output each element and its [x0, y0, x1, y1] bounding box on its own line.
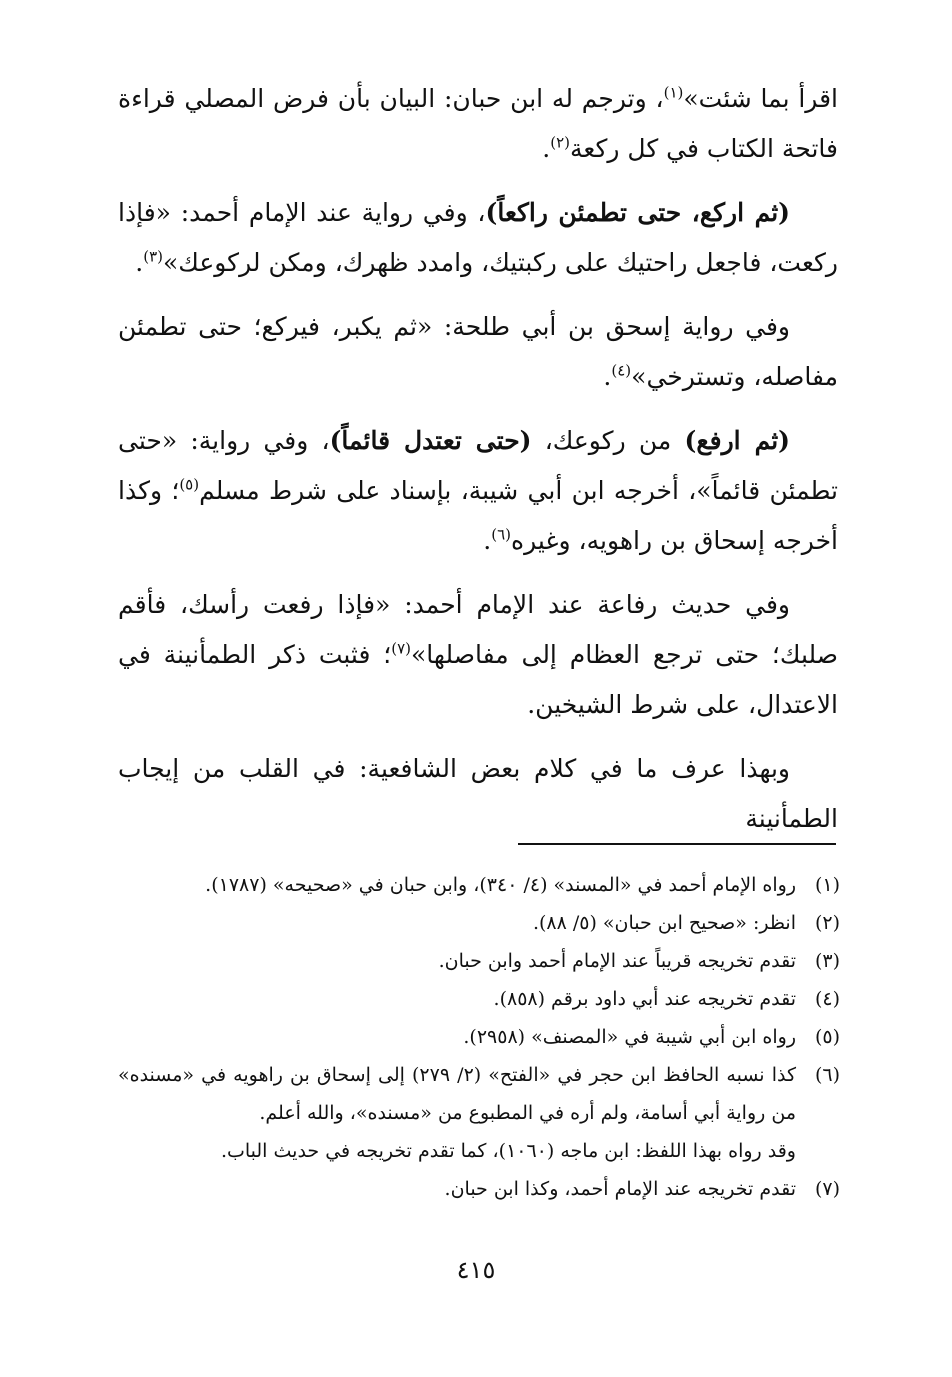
footnote-number: (٢) — [814, 912, 840, 934]
bold-phrase: (ثم اركع، حتى تطمئن راكعاً) — [485, 198, 790, 227]
footnote-1 — [118, 866, 840, 904]
bold-phrase: (ثم ارفع) — [684, 426, 790, 455]
footnote-number: (٧) — [814, 1178, 840, 1200]
footnote-number: (٣) — [814, 950, 840, 972]
text-run: ؛ فثبت ذكر الطمأنينة في الاعتدال، على شرط الشيخين. — [118, 640, 838, 719]
text-run: . — [542, 134, 551, 163]
bold-phrase: (حتى تعتدل قائماً) — [329, 426, 532, 455]
footnote-6 — [118, 1056, 840, 1170]
footnote-text — [118, 980, 796, 1018]
footnote-number: (١) — [814, 874, 840, 896]
footnote-text — [118, 1018, 796, 1056]
paragraph-6 — [118, 744, 838, 844]
footnote-3 — [118, 942, 840, 980]
footnotes — [118, 866, 840, 1208]
footnote-separator — [518, 843, 836, 845]
text-run: وفي رواية إسحق بن أبي طلحة: «ثم يكبر، فيركع؛ حتى تطمئن مفاصله، وتسترخي» — [118, 312, 838, 391]
paragraph-3 — [118, 302, 838, 402]
main-text — [118, 74, 838, 858]
footnote-2 — [118, 904, 840, 942]
paragraph-4 — [118, 416, 838, 566]
footnote-ref-6[interactable]: (٦) — [491, 525, 511, 544]
page-number: ٤١٥ — [456, 1256, 496, 1284]
text-run: . — [483, 526, 492, 555]
footnote-5 — [118, 1018, 840, 1056]
text-run: اقرأ بما شئت» — [683, 84, 838, 113]
text-run: وفي حديث رفاعة عند الإمام أحمد: «فإذا رفعت رأسك، فأقم صلبك؛ حتى ترجع العظام إلى مفاصلها» — [118, 590, 839, 669]
footnote-ref-7[interactable]: (٧) — [391, 639, 412, 658]
footnote-line: تقدم تخريجه عند الإمام أحمد، وكذا ابن حبان. — [444, 1178, 796, 1200]
text-run: ؛ وكذا أخرجه إسحاق بن راهويه، وغيره — [118, 476, 838, 555]
footnote-line: رواه الإمام أحمد في «المسند» (٤/ ٣٤٠)، وابن حبان في «صحيحه» (١٧٨٧). — [205, 874, 796, 896]
text-run: . — [603, 362, 612, 391]
footnote-text — [118, 942, 796, 980]
footnote-line: كذا نسبه الحافظ ابن حجر في «الفتح» (٢/ ٢٧٩) إلى إسحاق بن راهويه في «مسنده» من رواية أبي أسامة، ولم أره في المطبوع من «مسنده»، والله أعلم. — [118, 1064, 796, 1124]
text-run: من ركوعك، — [531, 426, 685, 455]
footnote-text — [118, 1170, 796, 1208]
footnote-number: (٤) — [814, 988, 840, 1010]
footnote-line: انظر: «صحيح ابن حبان» (٥/ ٨٨). — [532, 912, 796, 934]
footnote-text — [118, 904, 796, 942]
footnote-ref-5[interactable]: (٥) — [179, 475, 200, 494]
footnote-text — [118, 866, 796, 904]
text-run: . — [135, 248, 144, 277]
text-run: وبهذا عرف ما في كلام بعض الشافعية: في القلب من إيجاب الطمأنينة — [118, 754, 838, 833]
footnote-7 — [118, 1170, 840, 1208]
footnote-line: تقدم تخريجه عند أبي داود برقم (٨٥٨). — [493, 988, 796, 1010]
footnote-4 — [118, 980, 840, 1018]
footnote-ref-4[interactable]: (٤) — [611, 361, 632, 380]
footnote-ref-1[interactable]: (١) — [663, 83, 684, 102]
footnote-number: (٦) — [814, 1064, 840, 1086]
footnote-line: وقد رواه بهذا اللفظ: ابن ماجه (١٠٦٠)، كما تقدم تخريجه في حديث الباب. — [220, 1140, 796, 1162]
footnote-line: رواه ابن أبي شيبة في «المصنف» (٢٩٥٨). — [463, 1026, 796, 1048]
footnote-ref-2[interactable]: (٢) — [550, 133, 571, 152]
text-run: ، وفي رواية: «حتى تطمئن قائماً»، أخرجه ابن أبي شيبة، بإسناد على شرط مسلم — [118, 426, 838, 505]
footnote-text — [118, 1056, 796, 1170]
text-run: ، وترجم له ابن حبان: البيان بأن فرض المصلي قراءة فاتحة الكتاب في كل ركعة — [118, 84, 838, 163]
paragraph-2 — [118, 188, 838, 288]
footnote-ref-3[interactable]: (٣) — [143, 247, 163, 266]
paragraph-5 — [118, 580, 838, 730]
paragraph-1 — [118, 74, 838, 174]
text-run: ، وفي رواية عند الإمام أحمد: «فإذا ركعت، فاجعل راحتيك على ركبتيك، وامدد ظهرك، ومكن لركوعك» — [118, 198, 838, 277]
footnote-line: تقدم تخريجه قريباً عند الإمام أحمد وابن حبان. — [438, 950, 796, 972]
footnote-number: (٥) — [814, 1026, 840, 1048]
